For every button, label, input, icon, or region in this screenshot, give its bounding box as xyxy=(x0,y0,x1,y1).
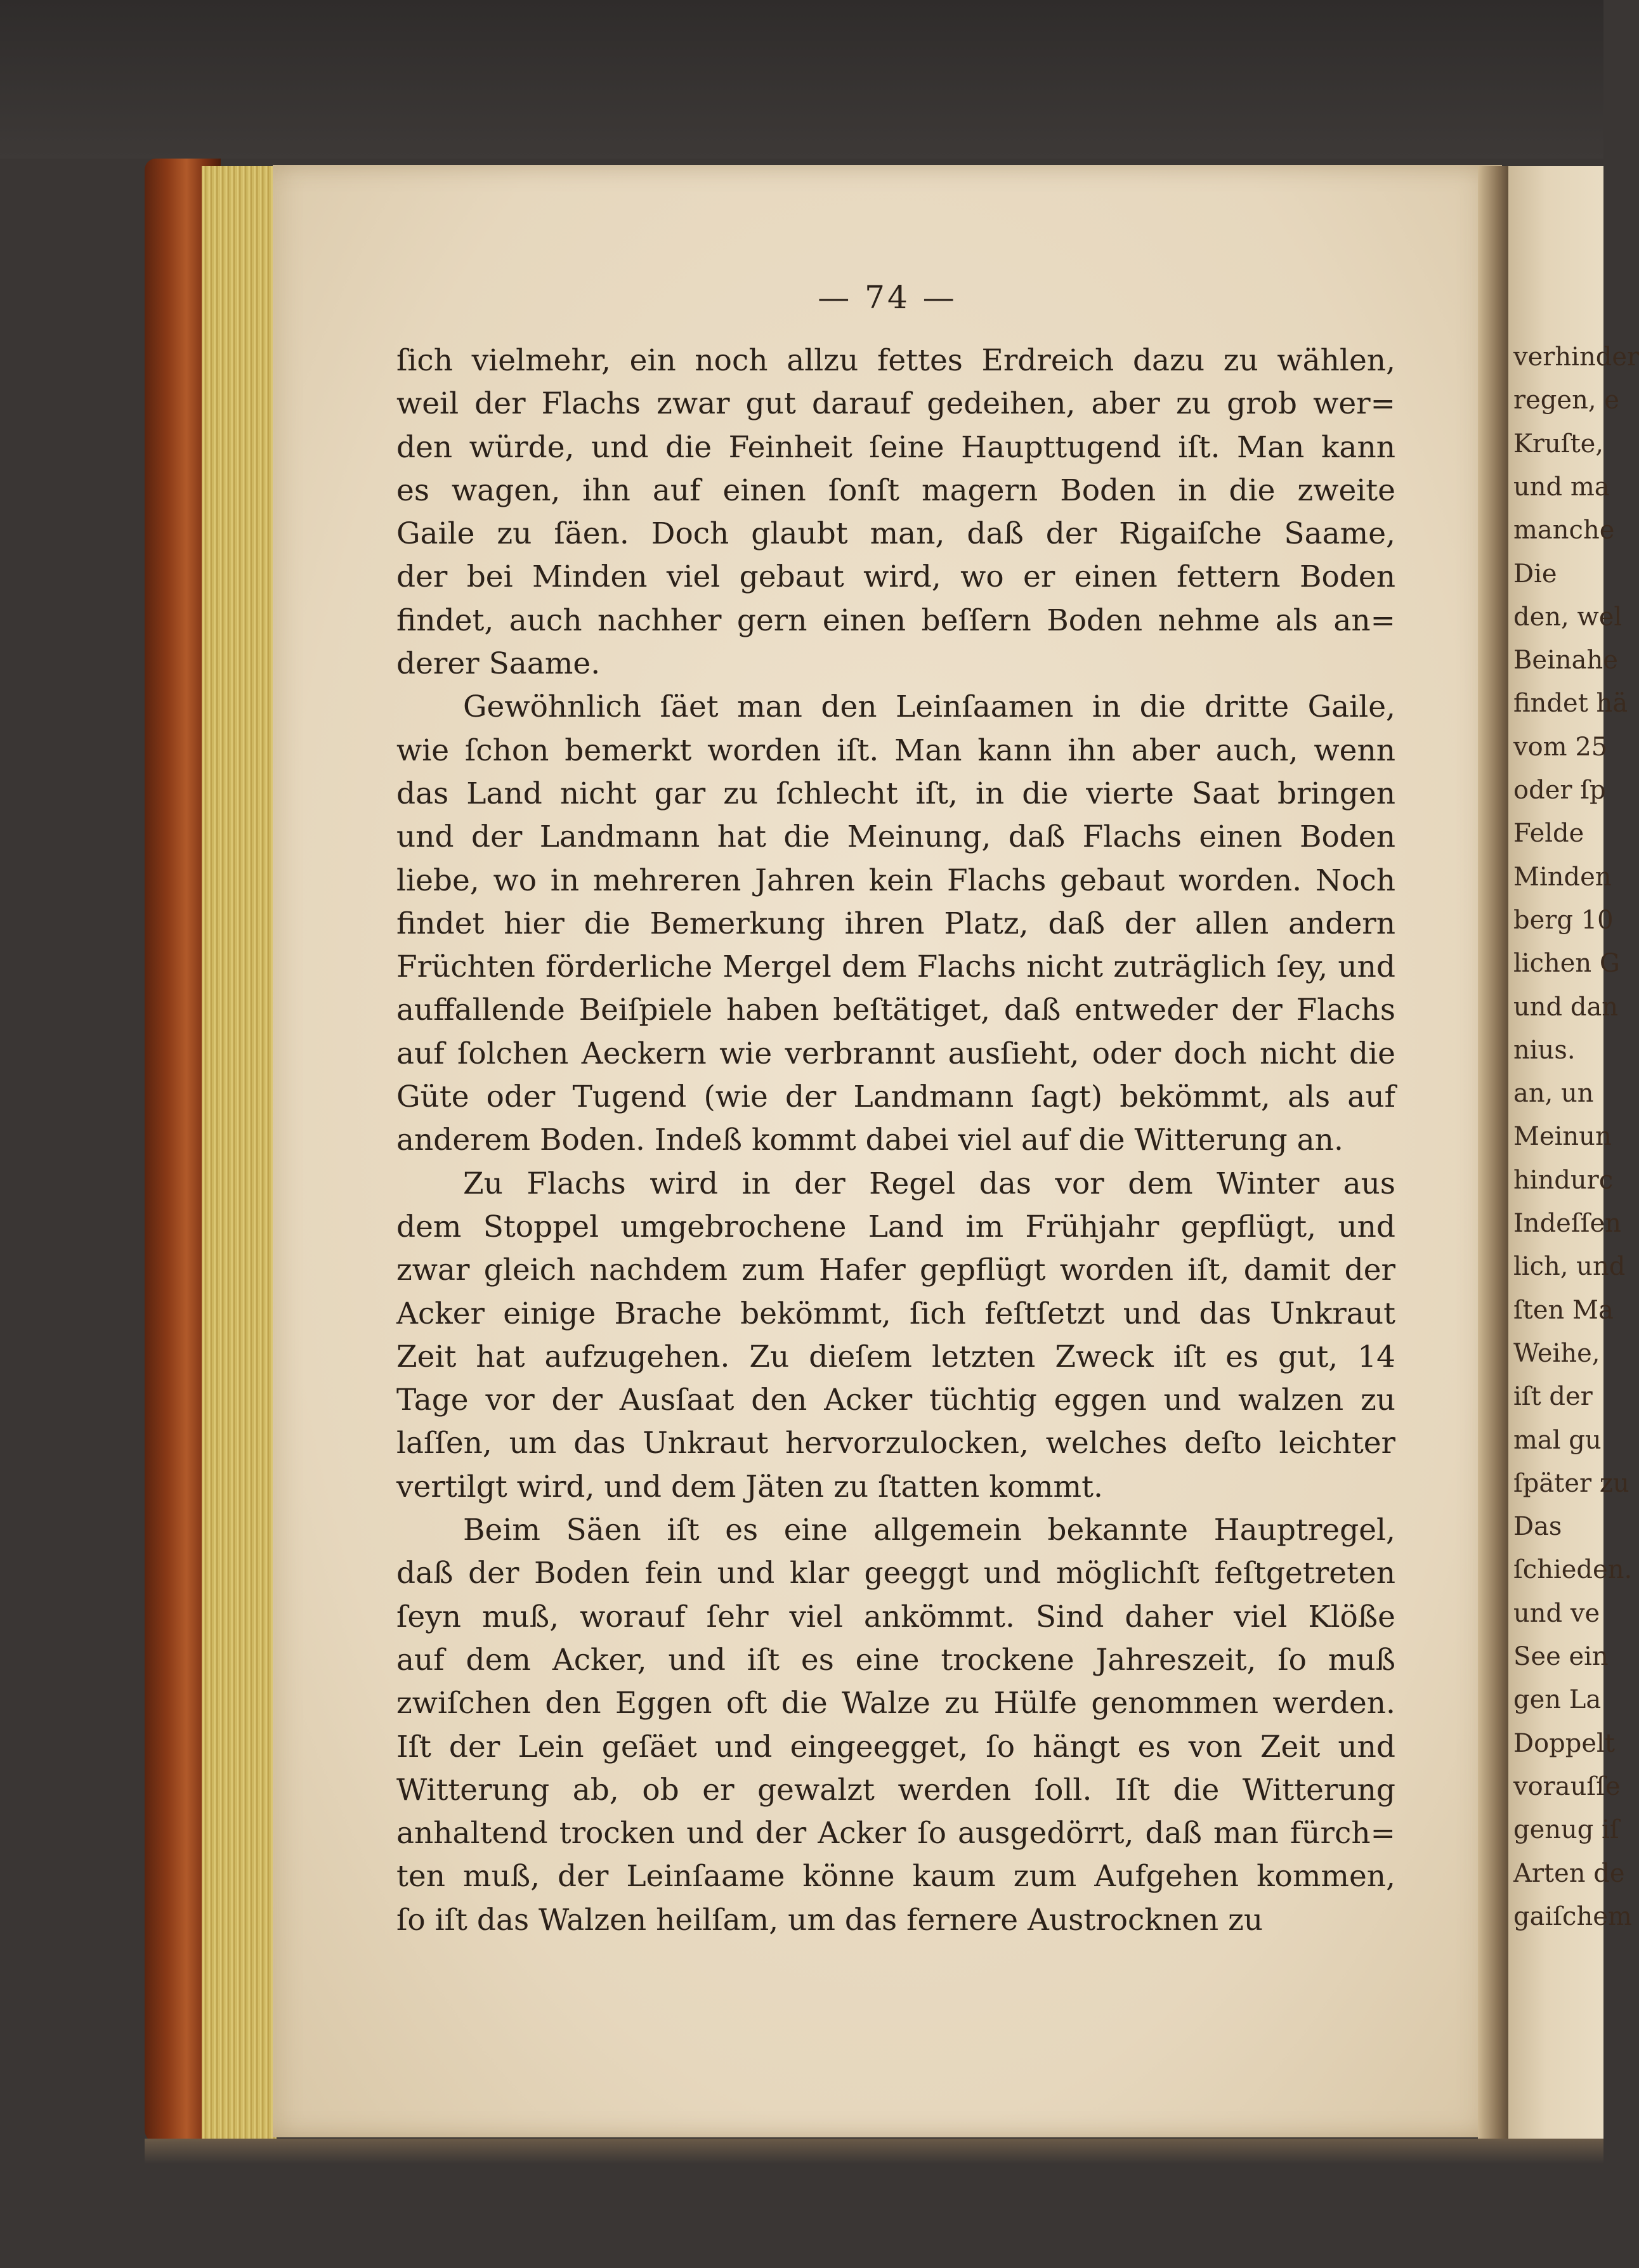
text-line: Acker einige Brache bekömmt, ſich feſtſetzt und das Unkraut xyxy=(396,1296,1395,1331)
text-line: das Land nicht gar zu ſchlecht iſt, in die vierte Saat bringen xyxy=(396,776,1395,811)
text-line: Zeit hat aufzugehen. Zu dieſem letzten Zweck iſt es gut, 14 xyxy=(396,1339,1395,1374)
text-line: Beim Säen iſt es eine allgemein bekannte Hauptregel, xyxy=(463,1513,1395,1548)
facing-page-line: manche xyxy=(1513,516,1615,545)
facing-page-line: nius. xyxy=(1513,1035,1576,1065)
text-line: Zu Flachs wird in der Regel das vor dem Winter aus xyxy=(463,1166,1395,1201)
text-line: Iſt der Lein geſäet und eingeegget, ſo hängt es von Zeit und xyxy=(396,1729,1395,1764)
book-page xyxy=(273,165,1502,2137)
facing-page-line: und ve xyxy=(1513,1598,1600,1628)
text-line: Tage vor der Ausſaat den Acker tüchtig eggen und walzen zu xyxy=(396,1383,1395,1418)
text-line: zwiſchen den Eggen oft die Walze zu Hülfe genommen werden. xyxy=(396,1686,1395,1721)
facing-page-line: ſten Ma xyxy=(1513,1295,1614,1325)
facing-page-line: Beinahe xyxy=(1513,646,1618,675)
text-line: laſſen, um das Unkraut hervorzulocken, welches deſto leichter xyxy=(396,1426,1395,1461)
facing-page-line: den, wel xyxy=(1513,602,1623,632)
background xyxy=(0,0,1603,159)
facing-page-line: Die xyxy=(1513,559,1557,589)
facing-page-line: mal gu xyxy=(1513,1425,1602,1455)
text-line: ſeyn muß, worauf ſehr viel ankömmt. Sind daher viel Klöße xyxy=(396,1599,1395,1634)
facing-page-line: regen, e xyxy=(1513,386,1619,415)
facing-page-line: verhinder xyxy=(1513,342,1639,372)
facing-page-line: Arten de xyxy=(1513,1858,1625,1888)
text-line: wie ſchon bemerkt worden iſt. Man kann ihn aber auch, wenn xyxy=(396,733,1395,768)
text-line: auf dem Acker, und iſt es eine trockene Jahreszeit, ſo muß xyxy=(396,1642,1395,1678)
facing-page-line: findet hä xyxy=(1513,689,1628,719)
text-line: liebe, wo in mehreren Jahren kein Flachs gebaut worden. Noch xyxy=(396,863,1395,898)
text-line: auf ſolchen Aeckern wie verbrannt ausſieht, oder doch nicht die xyxy=(396,1036,1395,1071)
text-line: anderem Boden. Indeß kommt dabei viel auf die Witterung an. xyxy=(396,1123,1343,1158)
facing-page-line: Minden xyxy=(1513,862,1612,892)
facing-page-line: an, un xyxy=(1513,1079,1594,1109)
facing-page-line: lichen G xyxy=(1513,949,1620,979)
facing-page-line: See ein xyxy=(1513,1642,1609,1671)
text-line: findet, auch nachher gern einen beſſern Boden nehme als an= xyxy=(396,603,1395,638)
text-line: Güte oder Tugend (wie der Landmann ſagt) bekömmt, als auf xyxy=(396,1079,1395,1115)
body-text xyxy=(396,339,1395,1942)
text-line: ten muß, der Leinſaame könne kaum zum Aufgehen kommen, xyxy=(396,1859,1395,1894)
text-line: auffallende Beiſpiele haben beſtätiget, daß entweder der Flachs xyxy=(396,993,1395,1028)
page-number: — 74 — xyxy=(818,279,957,316)
book-cover-bottom xyxy=(145,2139,1603,2164)
facing-page-line: Indeſſen xyxy=(1513,1209,1621,1238)
book-gutter xyxy=(1478,166,1510,2139)
facing-page-line: iſt der xyxy=(1513,1382,1593,1412)
text-line: Früchten förderliche Mergel dem Flachs nicht zuträglich ſey, und xyxy=(396,949,1395,985)
facing-page-fragment xyxy=(1508,166,1639,2139)
facing-page-line: Doppelt xyxy=(1513,1728,1615,1758)
facing-page-line: gen La xyxy=(1513,1685,1602,1715)
text-line: ſich vielmehr, ein noch allzu fettes Erdreich dazu zu wählen, xyxy=(396,343,1395,378)
text-line: und der Landmann hat die Meinung, daß Flachs einen Boden xyxy=(396,819,1395,855)
text-line: anhaltend trocken und der Acker ſo ausgedörrt, daß man fürch= xyxy=(396,1816,1395,1851)
facing-page-line: Kruſte, xyxy=(1513,429,1604,459)
text-line: weil der Flachs zwar gut darauf gedeihen, aber zu grob wer= xyxy=(396,386,1395,422)
text-line: derer Saame. xyxy=(396,646,601,682)
text-line: zwar gleich nachdem zum Hafer gepflügt worden iſt, damit der xyxy=(396,1253,1395,1288)
facing-page-line: vorauſſe xyxy=(1513,1771,1621,1801)
facing-page-line: gaiſchem xyxy=(1513,1901,1632,1931)
text-line: Gewöhnlich ſäet man den Leinſaamen in die dritte Gaile, xyxy=(463,689,1395,725)
text-line: vertilgt wird, und dem Jäten zu ſtatten kommt. xyxy=(396,1469,1103,1504)
facing-page-line: Meinun xyxy=(1513,1122,1612,1152)
text-line: findet hier die Bemerkung ihren Platz, daß der allen andern xyxy=(396,906,1395,941)
text-line: ſo iſt das Walzen heilſam, um das fernere Austrocknen zu xyxy=(396,1902,1264,1938)
facing-page-line: vom 25 xyxy=(1513,732,1608,762)
facing-page-line: ſpäter zu xyxy=(1513,1468,1629,1498)
facing-page-line: Das xyxy=(1513,1512,1562,1542)
facing-page-line: Felde xyxy=(1513,819,1584,849)
text-line: Gaile zu ſäen. Doch glaubt man, daß der Rigaiſche Saame, xyxy=(396,516,1395,552)
text-line: der bei Minden viel gebaut wird, wo er einen fettern Boden xyxy=(396,559,1395,595)
facing-page-line: oder ſp xyxy=(1513,776,1606,805)
facing-page-line: lich, und xyxy=(1513,1252,1626,1282)
text-line: den würde, und die Feinheit ſeine Haupttugend iſt. Man kann xyxy=(396,429,1395,465)
facing-page-line: hindurc xyxy=(1513,1165,1614,1195)
text-line: dem Stoppel umgebrochene Land im Frühjahr gepflügt, und xyxy=(396,1209,1395,1244)
text-line: es wagen, ihn auf einen ſonſt magern Boden in die zweite xyxy=(396,472,1395,508)
facing-page-line: berg 10 xyxy=(1513,905,1614,935)
page-edges xyxy=(202,166,277,2139)
text-line: daß der Boden fein und klar geeggt und möglichſt feſtgetreten xyxy=(396,1556,1395,1591)
facing-page-line: Weihe, xyxy=(1513,1338,1600,1368)
text-line: Witterung ab, ob er gewalzt werden ſoll. Iſt die Witterung xyxy=(396,1772,1395,1808)
facing-page-line: ſchieden. xyxy=(1513,1555,1633,1585)
facing-page-line: und dan xyxy=(1513,992,1619,1022)
facing-page-line: und ma xyxy=(1513,472,1610,502)
facing-page-line: genug iſ xyxy=(1513,1815,1619,1845)
